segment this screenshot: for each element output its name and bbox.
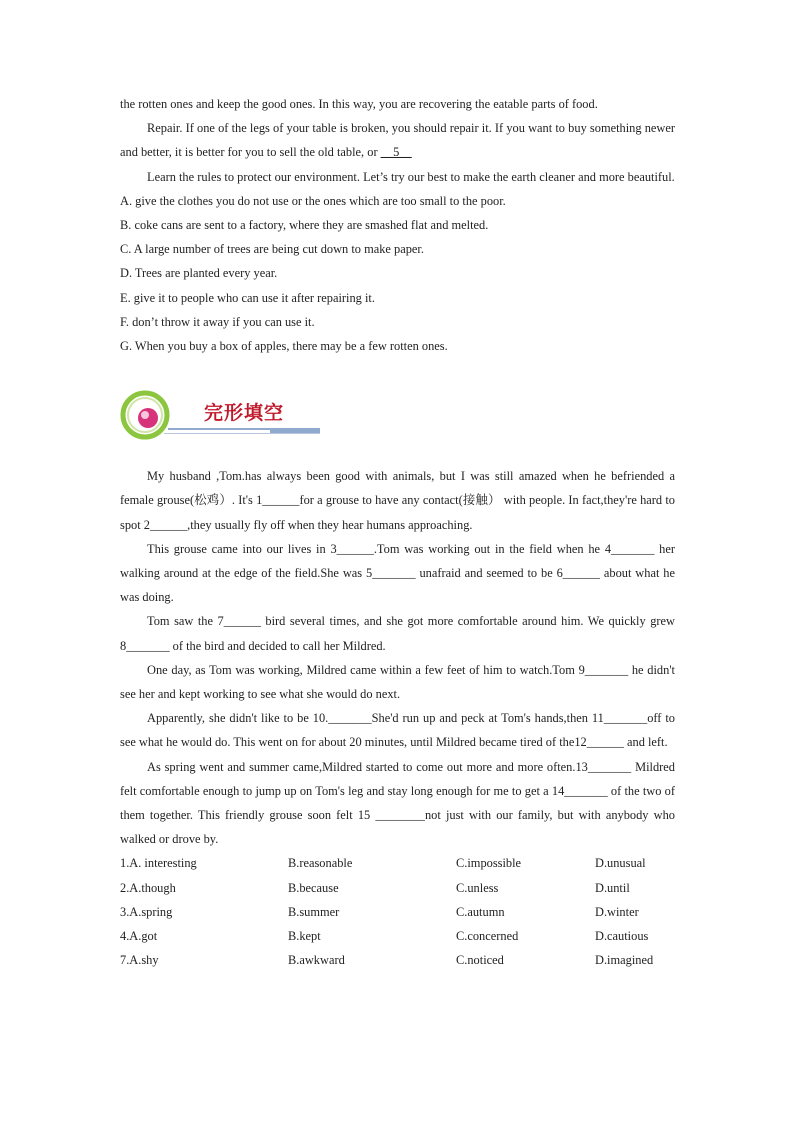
option-cell: D.unusual — [595, 856, 646, 871]
cloze-paragraph-6: As spring went and summer came,Mildred started to come out more and more often.13_______ Mildred felt comfortable enough to jump up on Tom's leg and stay long enough for me to get a 14_______ of the two of them together. This friendly grouse soon felt 15 ________not just with our family, but with anybody who walked or drove by. — [120, 759, 675, 847]
green-ring-pink-ball-icon — [120, 390, 170, 440]
option-cell: C.noticed — [456, 953, 504, 968]
option-cell: 3.A.spring — [120, 904, 173, 919]
section-title: 完形填空 — [204, 402, 285, 425]
question-row — [120, 851, 675, 875]
question-row — [120, 924, 675, 948]
header-rule-thin — [164, 433, 320, 434]
document-page — [120, 92, 675, 973]
option-cell: D.cautious — [595, 929, 649, 944]
reading-options — [120, 189, 675, 358]
option-b: B. coke cans are sent to a factory, where they are smashed flat and melted. — [120, 218, 489, 233]
option-g: G. When you buy a box of apples, there may be a few rotten ones. — [120, 339, 448, 354]
option-cell: B.kept — [288, 929, 321, 944]
reading-text-p2: Learn the rules to protect our environment. Let’s try our best to make the earth cleaner and more beautiful. — [147, 169, 675, 184]
question-row — [120, 876, 675, 900]
option-f: F. don’t throw it away if you can use it. — [120, 314, 315, 329]
cloze-paragraph-4: One day, as Tom was working, Mildred came within a few feet of him to watch.Tom 9_______ he didn't see her and kept working to see what she would do next. — [120, 662, 675, 702]
option-cell: B.reasonable — [288, 856, 353, 871]
option-cell: C.impossible — [456, 856, 522, 871]
option-cell: B.because — [288, 880, 339, 895]
question-row — [120, 948, 675, 972]
option-cell: C.unless — [456, 880, 499, 895]
cloze-paragraph-1: My husband ,Tom.has always been good with animals, but I was still amazed when he befriended a female grouse(松鸡）. It's 1______for a grouse to have any contact(接触） with people. In fact,they're hard to spot 2______,they usually fly off when they hear humans approaching. — [120, 469, 675, 532]
cloze-passage — [120, 464, 675, 851]
option-cell: 7.A.shy — [120, 953, 159, 968]
option-cell: B.summer — [288, 904, 340, 919]
option-cell: 2.A.though — [120, 880, 176, 895]
reading-text-p1-body: Repair. If one of the legs of your table is broken, you should repair it. If you want to buy something newer and better, it is better for you to sell the old table, or — [120, 121, 675, 160]
option-cell: 1.A. interesting — [120, 856, 197, 871]
option-e: E. give it to people who can use it after repairing it. — [120, 290, 375, 305]
section-header — [120, 380, 675, 464]
reading-text-p1 — [120, 116, 675, 164]
cloze-paragraph-3: Tom saw the 7______ bird several times, and she got more comfortable around him. We quickly grew 8_______ of the bird and decided to call her Mildred. — [120, 614, 675, 653]
option-cell: C.concerned — [456, 929, 519, 944]
option-a: A. give the clothes you do not use or the ones which are too small to the poor. — [120, 193, 506, 208]
option-cell: B.awkward — [288, 953, 345, 968]
option-cell: D.until — [595, 880, 630, 895]
option-c: C. A large number of trees are being cut down to make paper. — [120, 242, 424, 257]
option-cell: D.imagined — [595, 953, 654, 968]
option-cell: 4.A.got — [120, 929, 158, 944]
option-cell: D.winter — [595, 904, 639, 919]
cloze-paragraph-2: This grouse came into our lives in 3______.Tom was working out in the field when he 4_______ her walking around at the edge of the field.She was 5_______ unafraid and seemed to be 6______ about what he was doing. — [120, 541, 675, 605]
blank-5: __5__ — [380, 145, 412, 160]
option-d: D. Trees are planted every year. — [120, 266, 278, 281]
reading-text-p0: the rotten ones and keep the good ones. In this way, you are recovering the eatable parts of food. — [120, 97, 598, 111]
header-rule — [168, 428, 320, 430]
option-cell: C.autumn — [456, 904, 505, 919]
question-row — [120, 900, 675, 924]
cloze-question-options — [120, 851, 675, 972]
cloze-paragraph-5: Apparently, she didn't like to be 10._______She'd run up and peck at Tom's hands,then 11_______off to see what he would do. This went on for about 20 minutes, until Mildred became tired of the12______ and left. — [120, 711, 675, 750]
